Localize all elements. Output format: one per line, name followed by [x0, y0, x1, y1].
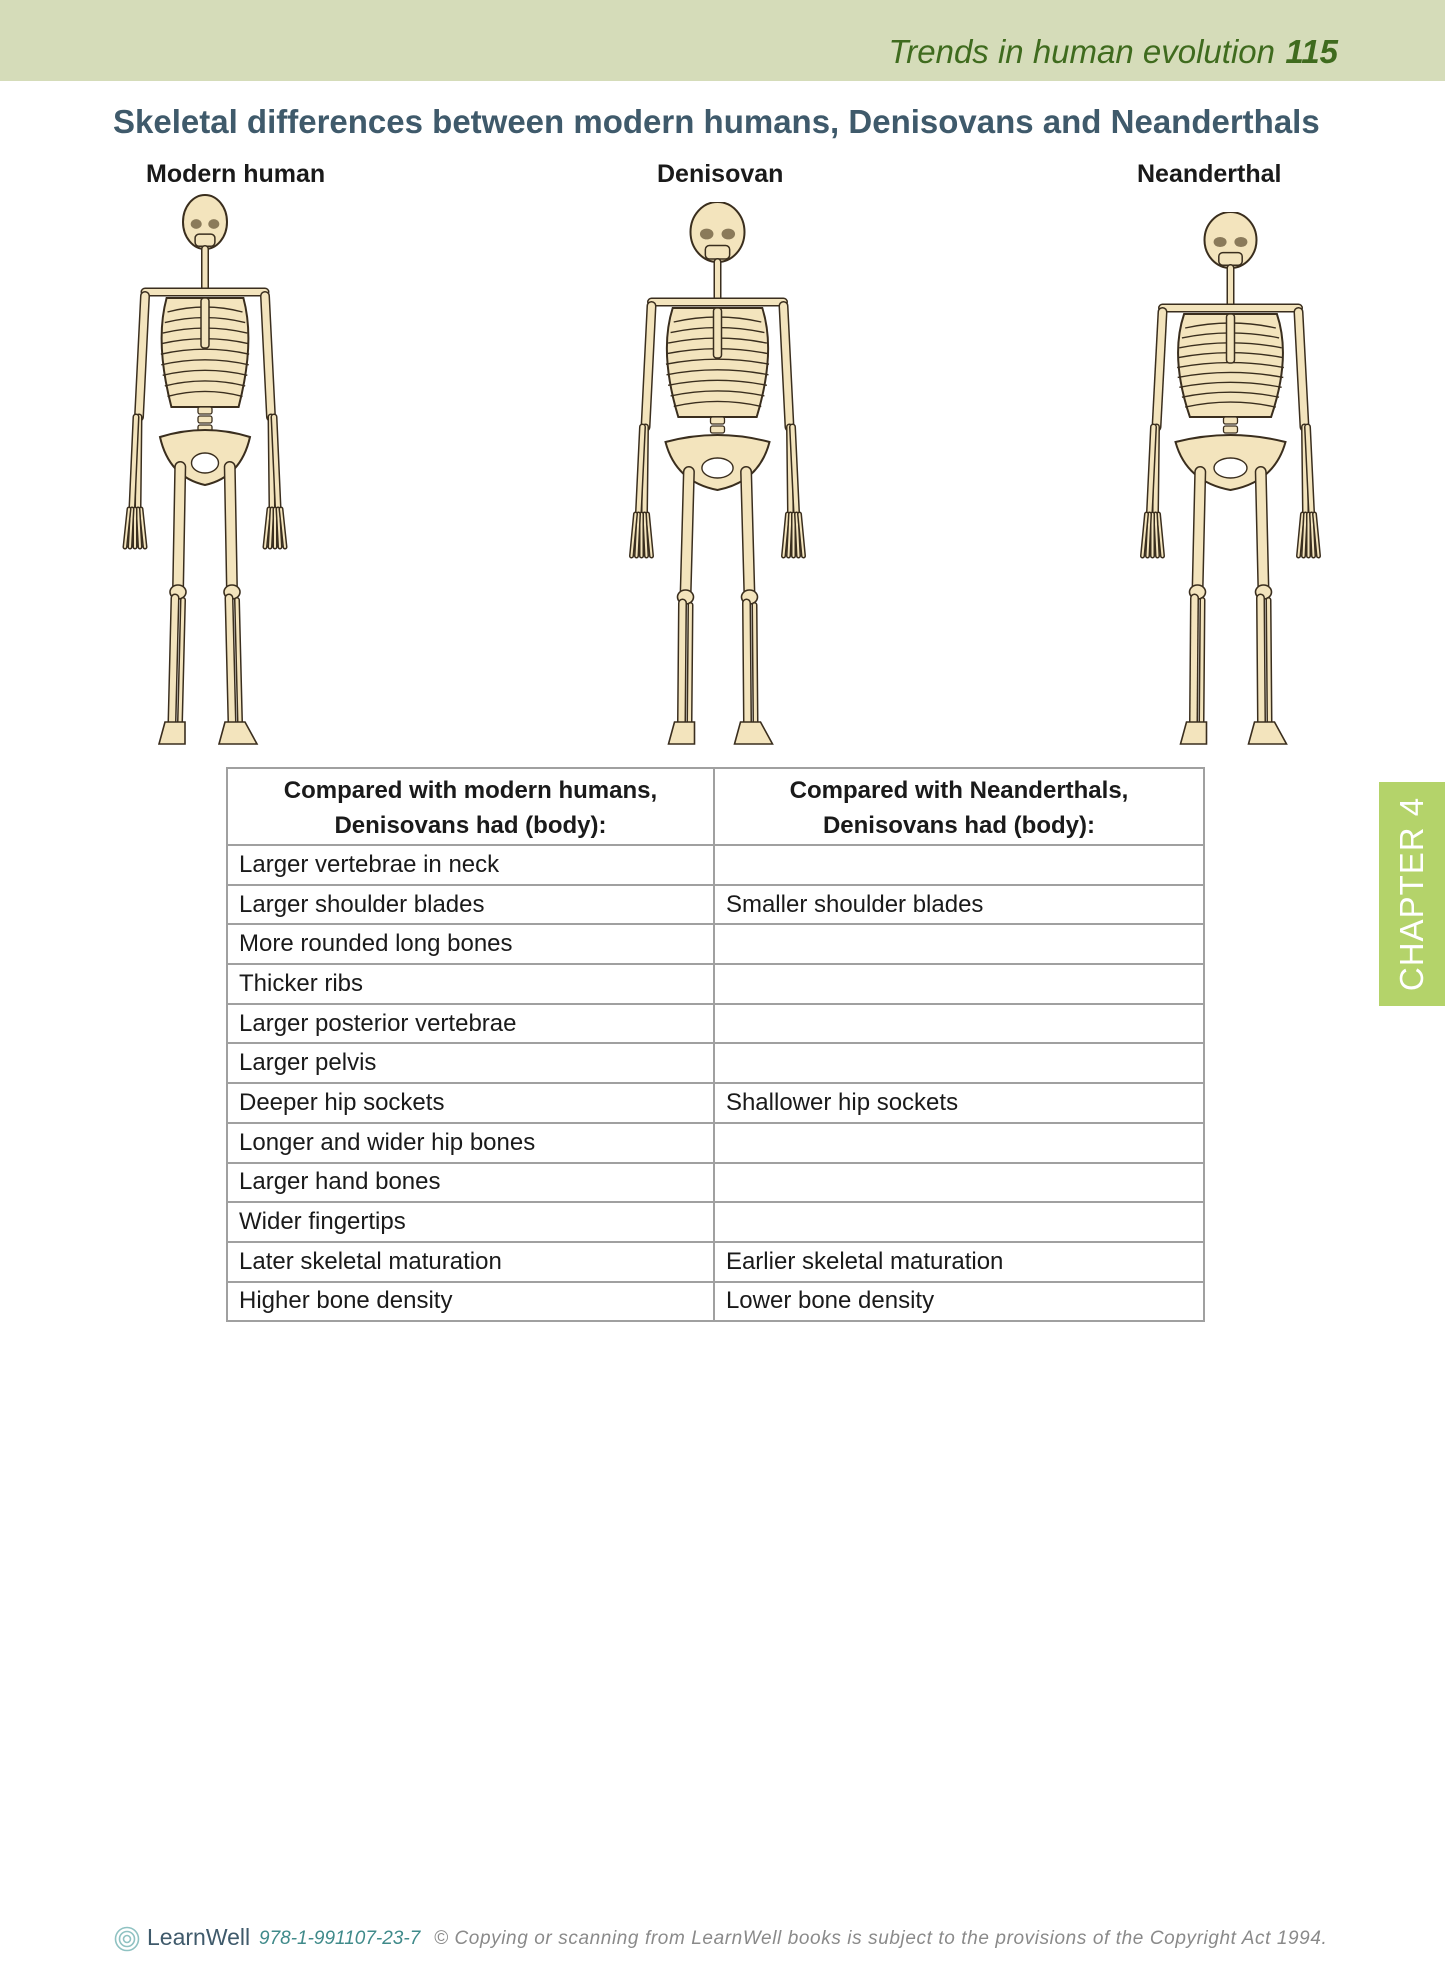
cell-vs-modern-humans: Thicker ribs	[227, 964, 714, 1004]
cell-vs-modern-humans: Larger vertebrae in neck	[227, 845, 714, 885]
chapter-tab-label: CHAPTER 4	[1393, 796, 1430, 992]
cell-vs-neanderthals	[714, 1202, 1204, 1242]
label-modern-human: Modern human	[146, 160, 326, 188]
modern-human-skeleton-illustration	[120, 192, 290, 757]
table-row	[227, 964, 1204, 1004]
figure-title: Skeletal differences between modern humans, Denisovans and Neanderthals	[113, 103, 1320, 140]
footer-copyright: © Copying or scanning from LearnWell books is subject to the provisions of the Copyright Act 1994.	[434, 1928, 1328, 1949]
cell-vs-neanderthals	[714, 845, 1204, 885]
cell-vs-neanderthals	[714, 1163, 1204, 1203]
label-neanderthal: Neanderthal	[1137, 160, 1282, 188]
footer-isbn: 978-1-991107-23-7	[259, 1928, 421, 1949]
table-header-vs-modern-humans: Compared with modern humans, Denisovans had (body):	[227, 768, 714, 845]
table-row	[227, 1242, 1204, 1282]
learnwell-swirl-icon	[114, 1926, 140, 1952]
comparison-table	[226, 767, 1205, 1322]
table-body	[227, 845, 1204, 1321]
page-number: 115	[1285, 33, 1338, 70]
cell-vs-modern-humans: Higher bone density	[227, 1282, 714, 1322]
table-row	[227, 845, 1204, 885]
cell-vs-neanderthals	[714, 1123, 1204, 1163]
cell-vs-neanderthals	[714, 1043, 1204, 1083]
table-row	[227, 1202, 1204, 1242]
table-row	[227, 885, 1204, 925]
cell-vs-neanderthals	[714, 1004, 1204, 1044]
cell-vs-modern-humans: Larger hand bones	[227, 1163, 714, 1203]
cell-vs-neanderthals: Smaller shoulder blades	[714, 885, 1204, 925]
cell-vs-modern-humans: Longer and wider hip bones	[227, 1123, 714, 1163]
cell-vs-modern-humans: Deeper hip sockets	[227, 1083, 714, 1123]
chapter-tab	[1379, 782, 1445, 1006]
footer-brand: LearnWell	[147, 1924, 251, 1950]
cell-vs-neanderthals	[714, 924, 1204, 964]
cell-vs-modern-humans: More rounded long bones	[227, 924, 714, 964]
header-band	[0, 0, 1445, 81]
table-row	[227, 924, 1204, 964]
cell-vs-modern-humans: Wider fingertips	[227, 1202, 714, 1242]
table-header-row	[227, 768, 1204, 845]
cell-vs-neanderthals	[714, 964, 1204, 1004]
cell-vs-modern-humans: Larger shoulder blades	[227, 885, 714, 925]
table-header-vs-neanderthals: Compared with Neanderthals, Denisovans had (body):	[714, 768, 1204, 845]
cell-vs-modern-humans: Larger pelvis	[227, 1043, 714, 1083]
denisovan-skeleton-illustration	[620, 202, 815, 757]
cell-vs-modern-humans: Later skeletal maturation	[227, 1242, 714, 1282]
table-row	[227, 1163, 1204, 1203]
cell-vs-neanderthals: Earlier skeletal maturation	[714, 1242, 1204, 1282]
neanderthal-skeleton-illustration	[1133, 212, 1328, 757]
running-title: Trends in human evolution	[888, 33, 1275, 70]
table-row	[227, 1083, 1204, 1123]
label-denisovan: Denisovan	[657, 160, 784, 188]
table-row	[227, 1043, 1204, 1083]
cell-vs-modern-humans: Larger posterior vertebrae	[227, 1004, 714, 1044]
table-row	[227, 1004, 1204, 1044]
table-row	[227, 1282, 1204, 1322]
cell-vs-neanderthals: Lower bone density	[714, 1282, 1204, 1322]
footer	[114, 1924, 1354, 1964]
cell-vs-neanderthals: Shallower hip sockets	[714, 1083, 1204, 1123]
table-row	[227, 1123, 1204, 1163]
